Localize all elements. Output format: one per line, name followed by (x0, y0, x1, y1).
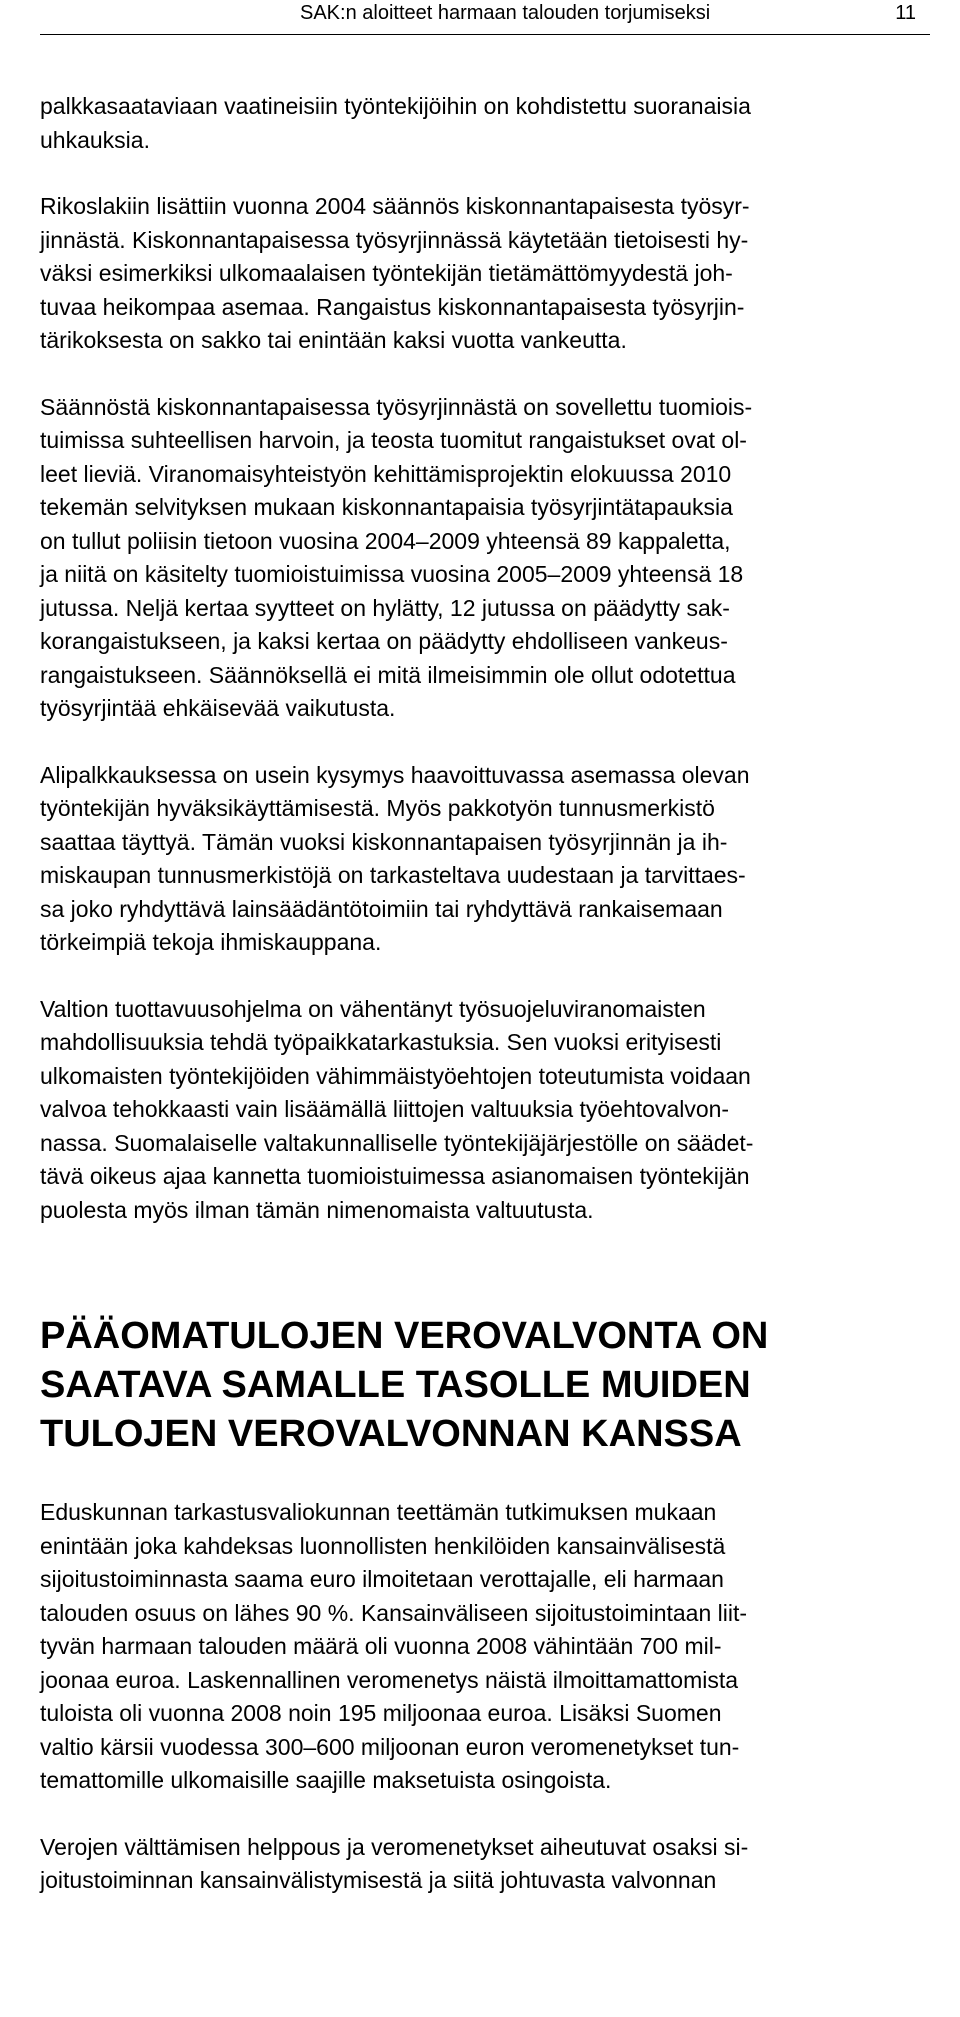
paragraph-3: Säännöstä kiskonnantapaisessa työsyrjinnästä on sovellettu tuomiois- tuimissa suhteellisen harvoin, ja teosta tuomitut rangaistukset ovat ol- leet lieviä. Viranomaisyhteistyön kehittämisprojektin elokuussa 2010 tekemän selvityksen mukaan kiskonnantapaisia työsyrjintätapauksia on tullut poliisin tietoon vuosina 2004–2009 yhteensä 89 kappaletta, ja niitä on käsitelty tuomioistuimissa vuosina 2005–2009 yhteensä 18 jutussa. Neljä kertaa syytteet on hylätty, 12 jutussa on päädytty sak- korangaistukseen, ja kaksi kertaa on päädytty ehdolliseen vankeus- rangaistukseen. Säännöksellä ei mitä ilmeisimmin ole ollut odotettua työsyrjintää ehkäisevää vaikutusta. (40, 393, 753, 721)
section-paragraph-2: Verojen välttämisen helppous ja veromenetykset aiheutuvat osaksi si- joitustoiminnan kansainvälistymisestä ja siitä johtuvasta valvonnan (40, 1833, 749, 1893)
page-number: 11 (895, 2, 916, 24)
section-heading: PÄÄOMATULOJEN VEROVALVONTA ON SAATAVA SAMALLE TASOLLE MUIDEN TULOJEN VEROVALVONNAN KANSSA (40, 1315, 769, 1455)
section-paragraph-1: Eduskunnan tarkastusvaliokunnan teettämän tutkimuksen mukaan enintään joka kahdeksas luonnollisten henkilöiden kansainvälisestä sijoitustoiminnasta saama euro ilmoitetaan verottajalle, eli harmaan talouden osuus on lähes 90 %. Kansainväliseen sijoitustoimintaan liit- tyvän harmaan talouden määrä oli vuonna 2008 vähintään 700 mil- joonaa euroa. Laskennallinen veromenetys näistä ilmoittamattomista tuloista oli vuonna 2008 noin 195 miljoonaa euroa. Lisäksi Suomen valtio kärsii vuodessa 300–600 miljoonan euron veromenetykset tun- temattomille ulkomaisille saajille maksetuista osingoista. (40, 1499, 748, 1793)
paragraph-1: palkkasaataviaan vaatineisiin työntekijöihin on kohdistettu suoranaisia uhkauksia. (40, 93, 751, 153)
page-header (40, 0, 930, 35)
header-title: SAK:n aloitteet harmaan talouden torjumiseksi (300, 2, 711, 24)
paragraph-2: Rikoslakiin lisättiin vuonna 2004 säännös kiskonnantapaisesta työsyr- jinnästä. Kiskonnantapaisessa työsyrjinnässä käytetään tietoisesti hy- väksi esimerkiksi ulkomaalaisen työntekijän tietämättömyydestä joh- tuvaa heikompaa asemaa. Rangaistus kiskonnantapaisesta työsyrjin- tärikoksesta on sakko tai enintään kaksi vuotta vankeutta. (40, 193, 750, 353)
document-body (40, 90, 959, 1898)
paragraph-5: Valtion tuottavuusohjelma on vähentänyt työsuojeluviranomaisten mahdollisuuksia tehdä työpaikkatarkastuksia. Sen vuoksi erityisesti ulkomaisten työntekijöiden vähimmäistyöehtojen toteutumista voidaan valvoa tehokkaasti vain lisäämällä liittojen valtuuksia työehtovalvon- nassa. Suomalaiselle valtakunnalliselle työntekijäjärjestölle on säädet- tävä oikeus ajaa kannetta tuomioistuimessa asianomaisen työntekijän puolesta myös ilman tämän nimenomaista valtuutusta. (40, 995, 754, 1223)
paragraph-4: Alipalkkauksessa on usein kysymys haavoittuvassa asemassa olevan työntekijän hyväksikäyttämisestä. Myös pakkotyön tunnusmerkistö saattaa täyttyä. Tämän vuoksi kiskonnantapaisen työsyrjinnän ja ih- miskaupan tunnusmerkistöjä on tarkasteltava uudestaan ja tarvittaes- sa joko ryhdyttävä lainsäädäntötoimiin tai ryhdyttävä rankaisemaan törkeimpiä tekoja ihmiskauppana. (40, 761, 750, 955)
